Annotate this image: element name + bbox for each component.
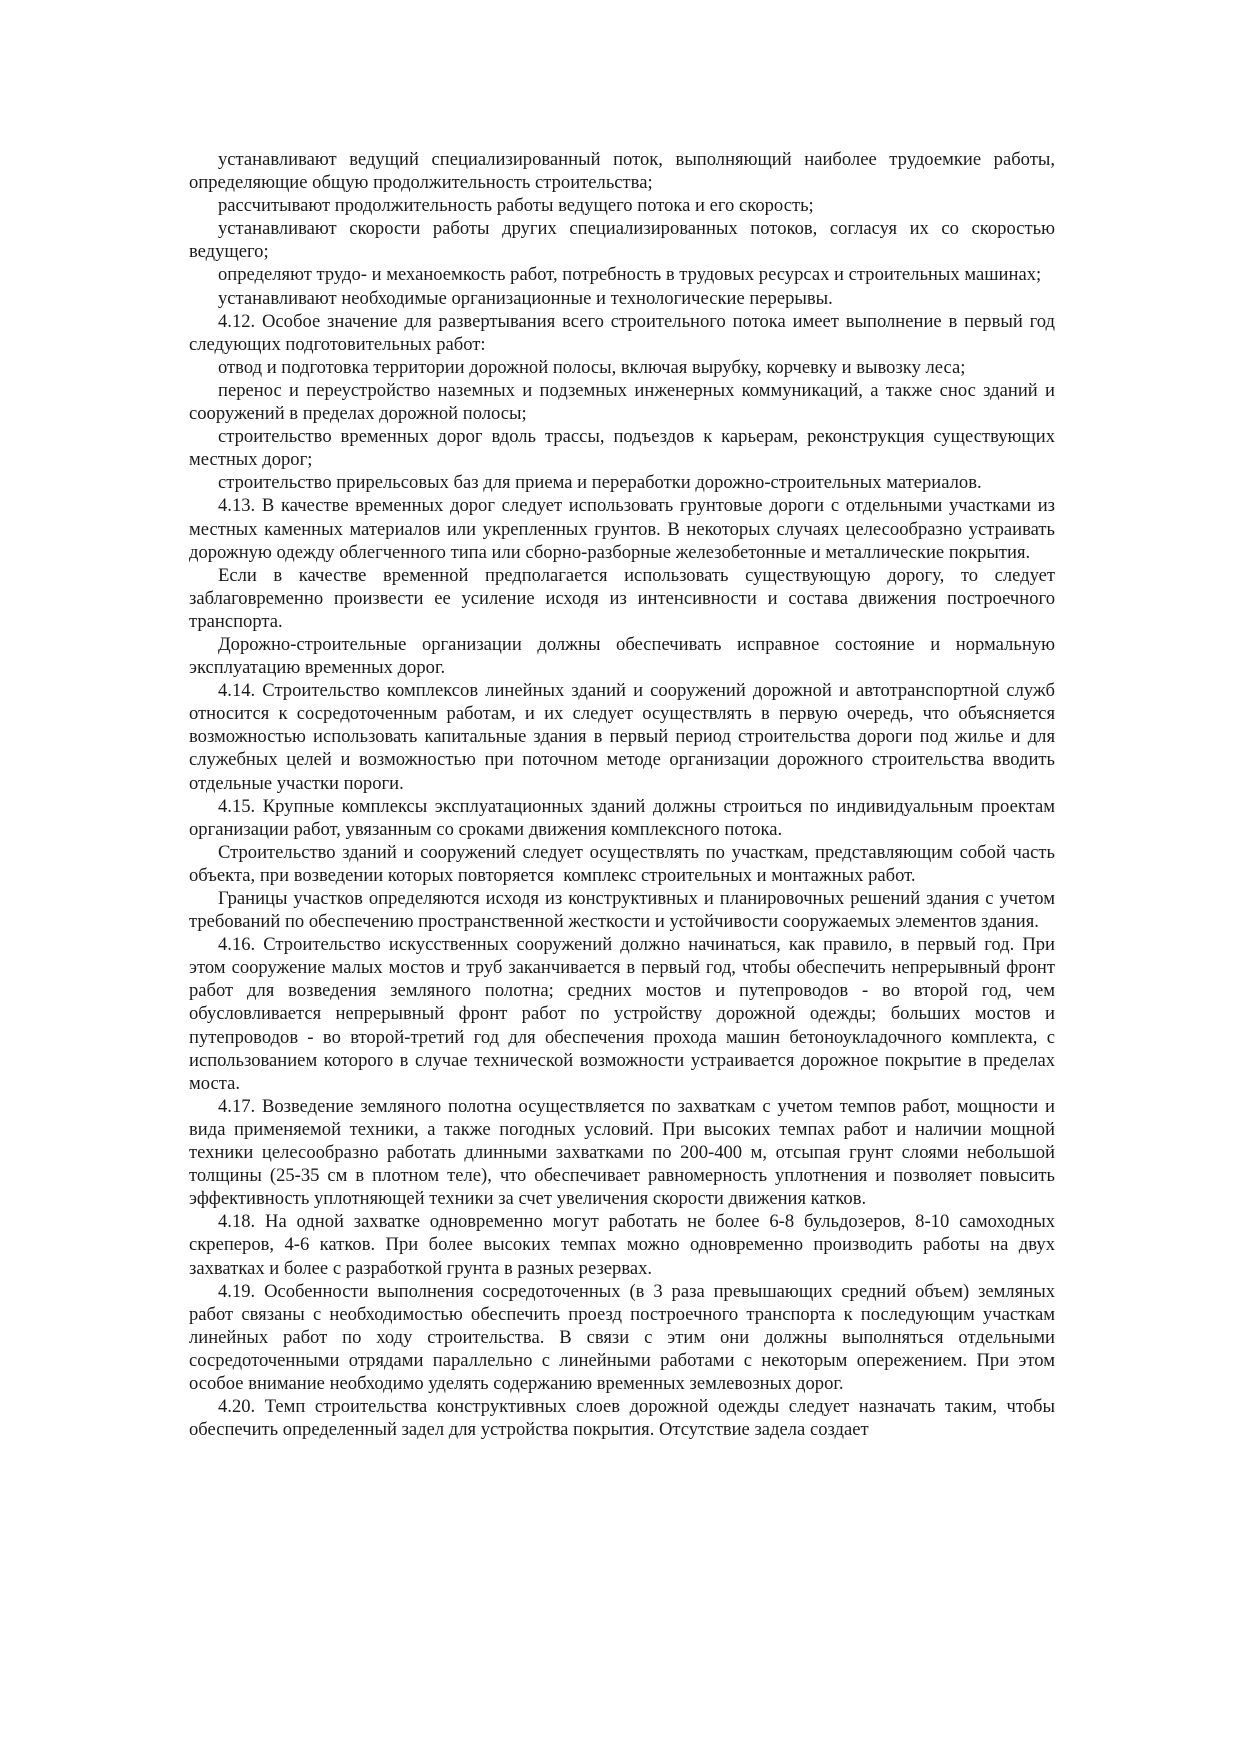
paragraph: строительство прирельсовых баз для приема и переработки дорожно-строительных материалов. xyxy=(218,472,982,494)
paragraph: Строительство зданий и сооружений следует осуществлять по участкам, представляющим собой часть объекта, при возведении которых повторяется комплекс строительных и монтажных работ. xyxy=(189,841,1060,886)
section-4-17-paragraph: 4.17. Возведение земляного полотна осуществляется по захваткам с учетом темпов работ, мощности и вида применяемой техники, а также погодных условий. При высоких темпах работ и наличии мощной техники целесообразно работать длинными захватками по 200-400 м, отсыпая грунт слоями небольшой толщины (25-35 см в плотном теле), что обеспечивает равномерность уплотнения и позволяет повысить эффективность уплотняющей техники за счет увеличения скорости движения катков. xyxy=(189,1095,1060,1210)
paragraph: отвод и подготовка территории дорожной полосы, включая вырубку, корчевку и вывозку леса; xyxy=(218,356,966,378)
section-4-20-paragraph: 4.20. Темп строительства конструктивных слоев дорожной одежды следует назначать таким, чтобы обеспечить определенный задел для устройства покрытия. Отсутствие задела создает xyxy=(189,1396,1060,1441)
section-4-15-paragraph: 4.15. Крупные комплексы эксплуатационных зданий должны строиться по индивидуальным проектам организации работ, увязанным со сроками движения комплексного потока. xyxy=(189,795,1060,840)
paragraph: определяют трудо- и механоемкость работ, потребность в трудовых ресурсах и строительных машинах; xyxy=(218,264,1042,286)
section-4-19-paragraph: 4.19. Особенности выполнения сосредоточенных (в 3 раза превышающих средний объем) земляных работ связаны с необходимостью обеспечить проезд построечного транспорта к последующим участкам линейных работ по ходу строительства. В связи с этим они должны выполняться отдельными сосредоточенными отрядами параллельно с линейными работами с некоторым опережением. При этом особое внимание необходимо уделять содержанию временных землевозных дорог. xyxy=(189,1280,1060,1394)
paragraph: устанавливают скорости работы других специализированных потоков, согласуя их со скоростью ведущего; xyxy=(189,218,1060,263)
section-4-16-paragraph: 4.16. Строительство искусственных сооружений должно начинаться, как правило, в первый год. При этом сооружение малых мостов и труб заканчивается в первый год, чтобы обеспечить непрерывный фронт работ для возведения земляного полотна; средних мостов и путепроводов - во второй год, чем обусловливается непрерывный фронт работ по устройству дорожной одежды; больших мостов и путепроводов - во второй-третий год для обеспечения прохода машин бетоноукладочного комплекта, с использованием которого в случае технической возможности устраивается дорожное покрытие в пределах моста. xyxy=(189,934,1060,1094)
paragraph: рассчитывают продолжительность работы ведущего потока и его скорость; xyxy=(218,195,814,217)
section-4-18-paragraph: 4.18. На одной захватке одновременно могут работать не более 6-8 бульдозеров, 8-10 самоходных скреперов, 4-6 катков. При более высоких темпах можно одновременно производить работы на двух захватках и более с разработкой грунта в разных резервах. xyxy=(189,1211,1060,1279)
paragraph: перенос и переустройство наземных и подземных инженерных коммуникаций, а также снос зданий и сооружений в пределах дорожной полосы; xyxy=(189,379,1060,425)
section-4-13-paragraph: 4.13. В качестве временных дорог следует использовать грунтовые дороги с отдельными участками из местных каменных материалов или укрепленных грунтов. В некоторых случаях целесообразно устраивать дорожную одежду облегченного типа или сборно-разборные железобетонные и металлические покрытия. xyxy=(189,495,1060,563)
section-4-14-paragraph: 4.14. Строительство комплексов линейных зданий и сооружений дорожной и автотранспортной служб относится к сосредоточенным работам, и их следует осуществлять в первую очередь, что объясняется возможностью использовать капитальные здания в первый период строительства дороги под жилье и для служебных целей и возможностью при поточном методе организации дорожного строительства вводить отдельные участки пороги. xyxy=(189,680,1060,794)
paragraph: Дорожно-строительные организации должны обеспечивать исправное состояние и нормальную эксплуатацию временных дорог. xyxy=(189,633,1060,679)
paragraph: устанавливают необходимые организационные и технологические перерывы. xyxy=(218,287,833,309)
paragraph: устанавливают ведущий специализированный поток, выполняющий наиболее трудоемкие работы, определяющие общую продолжительность строительства; xyxy=(189,149,1060,194)
paragraph: Границы участков определяются исходя из конструктивных и планировочных решений здания с учетом требований по обеспечению пространственной жесткости и устойчивости сооружаемых элементов здания. xyxy=(189,888,1060,933)
paragraph: строительство временных дорог вдоль трассы, подъездов к карьерам, реконструкция существующих местных дорог; xyxy=(189,426,1060,471)
paragraph: Если в качестве временной предполагается использовать существующую дорогу, то следует заблаговременно произвести ее усиление исходя из интенсивности и состава движения построечного транспорта. xyxy=(189,564,1060,632)
document-body xyxy=(189,148,1060,1441)
section-4-12-paragraph: 4.12. Особое значение для развертывания всего строительного потока имеет выполнение в первый год следующих подготовительных работ: xyxy=(189,310,1060,355)
